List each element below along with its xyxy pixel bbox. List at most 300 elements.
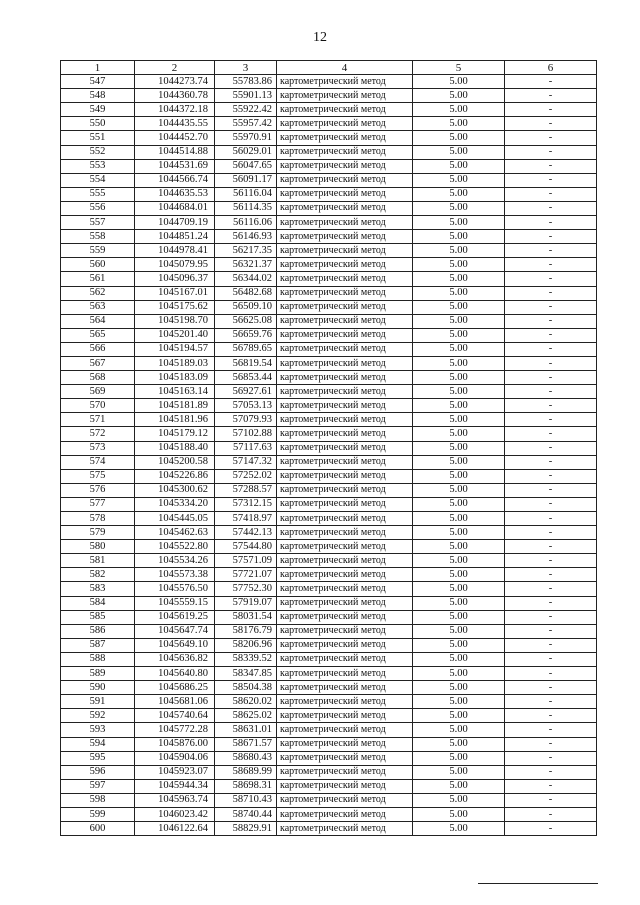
point-number-cell: 572 bbox=[61, 427, 135, 441]
note-cell: - bbox=[505, 75, 597, 89]
note-cell: - bbox=[505, 413, 597, 427]
method-cell: картометрический метод bbox=[277, 286, 413, 300]
x-coordinate-cell: 1045096.37 bbox=[135, 272, 215, 286]
point-number-cell: 557 bbox=[61, 216, 135, 230]
x-coordinate-cell: 1044514.88 bbox=[135, 145, 215, 159]
x-coordinate-cell: 1045175.62 bbox=[135, 300, 215, 314]
table-row bbox=[61, 554, 597, 568]
y-coordinate-cell: 58176.79 bbox=[215, 624, 277, 638]
y-coordinate-cell: 56029.01 bbox=[215, 145, 277, 159]
x-coordinate-cell: 1045944.34 bbox=[135, 779, 215, 793]
method-cell: картометрический метод bbox=[277, 737, 413, 751]
y-coordinate-cell: 56927.61 bbox=[215, 385, 277, 399]
point-number-cell: 598 bbox=[61, 793, 135, 807]
note-cell: - bbox=[505, 131, 597, 145]
accuracy-cell: 5.00 bbox=[413, 244, 505, 258]
accuracy-cell: 5.00 bbox=[413, 512, 505, 526]
note-cell: - bbox=[505, 723, 597, 737]
note-cell: - bbox=[505, 610, 597, 624]
point-number-cell: 571 bbox=[61, 413, 135, 427]
y-coordinate-cell: 56114.35 bbox=[215, 201, 277, 215]
table-row bbox=[61, 540, 597, 554]
method-cell: картометрический метод bbox=[277, 89, 413, 103]
point-number-cell: 586 bbox=[61, 624, 135, 638]
y-coordinate-cell: 55970.91 bbox=[215, 131, 277, 145]
note-cell: - bbox=[505, 314, 597, 328]
y-coordinate-cell: 56321.37 bbox=[215, 258, 277, 272]
accuracy-cell: 5.00 bbox=[413, 159, 505, 173]
point-number-cell: 599 bbox=[61, 807, 135, 821]
point-number-cell: 565 bbox=[61, 328, 135, 342]
note-cell: - bbox=[505, 681, 597, 695]
method-cell: картометрический метод bbox=[277, 328, 413, 342]
accuracy-cell: 5.00 bbox=[413, 216, 505, 230]
method-cell: картометрический метод bbox=[277, 779, 413, 793]
note-cell: - bbox=[505, 159, 597, 173]
coordinates-table bbox=[60, 60, 597, 836]
accuracy-cell: 5.00 bbox=[413, 822, 505, 836]
method-cell: картометрический метод bbox=[277, 554, 413, 568]
y-coordinate-cell: 57752.30 bbox=[215, 582, 277, 596]
x-coordinate-cell: 1045194.57 bbox=[135, 342, 215, 356]
y-coordinate-cell: 58740.44 bbox=[215, 807, 277, 821]
point-number-cell: 596 bbox=[61, 765, 135, 779]
accuracy-cell: 5.00 bbox=[413, 765, 505, 779]
accuracy-cell: 5.00 bbox=[413, 638, 505, 652]
x-coordinate-cell: 1045226.86 bbox=[135, 469, 215, 483]
table-row bbox=[61, 737, 597, 751]
note-cell: - bbox=[505, 793, 597, 807]
table-row bbox=[61, 230, 597, 244]
method-cell: картометрический метод bbox=[277, 258, 413, 272]
note-cell: - bbox=[505, 371, 597, 385]
table-row bbox=[61, 779, 597, 793]
x-coordinate-cell: 1045189.03 bbox=[135, 356, 215, 370]
accuracy-cell: 5.00 bbox=[413, 371, 505, 385]
accuracy-cell: 5.00 bbox=[413, 441, 505, 455]
y-coordinate-cell: 58829.91 bbox=[215, 822, 277, 836]
table-row bbox=[61, 244, 597, 258]
x-coordinate-cell: 1045183.09 bbox=[135, 371, 215, 385]
note-cell: - bbox=[505, 822, 597, 836]
y-coordinate-cell: 57288.57 bbox=[215, 483, 277, 497]
table-row bbox=[61, 117, 597, 131]
method-cell: картометрический метод bbox=[277, 356, 413, 370]
table-row bbox=[61, 385, 597, 399]
x-coordinate-cell: 1045647.74 bbox=[135, 624, 215, 638]
note-cell: - bbox=[505, 568, 597, 582]
note-cell: - bbox=[505, 695, 597, 709]
table-row bbox=[61, 723, 597, 737]
point-number-cell: 574 bbox=[61, 455, 135, 469]
accuracy-cell: 5.00 bbox=[413, 300, 505, 314]
method-cell: картометрический метод bbox=[277, 540, 413, 554]
note-cell: - bbox=[505, 652, 597, 666]
note-cell: - bbox=[505, 554, 597, 568]
x-coordinate-cell: 1046023.42 bbox=[135, 807, 215, 821]
method-cell: картометрический метод bbox=[277, 216, 413, 230]
y-coordinate-cell: 57721.07 bbox=[215, 568, 277, 582]
x-coordinate-cell: 1045181.89 bbox=[135, 399, 215, 413]
method-cell: картометрический метод bbox=[277, 103, 413, 117]
point-number-cell: 600 bbox=[61, 822, 135, 836]
note-cell: - bbox=[505, 497, 597, 511]
note-cell: - bbox=[505, 667, 597, 681]
method-cell: картометрический метод bbox=[277, 441, 413, 455]
x-coordinate-cell: 1045188.40 bbox=[135, 441, 215, 455]
y-coordinate-cell: 57079.93 bbox=[215, 413, 277, 427]
y-coordinate-cell: 56509.10 bbox=[215, 300, 277, 314]
table-row bbox=[61, 89, 597, 103]
point-number-cell: 552 bbox=[61, 145, 135, 159]
table-row bbox=[61, 216, 597, 230]
method-cell: картометрический метод bbox=[277, 483, 413, 497]
accuracy-cell: 5.00 bbox=[413, 356, 505, 370]
point-number-cell: 569 bbox=[61, 385, 135, 399]
note-cell: - bbox=[505, 455, 597, 469]
table-row bbox=[61, 455, 597, 469]
table-row bbox=[61, 399, 597, 413]
note-cell: - bbox=[505, 173, 597, 187]
accuracy-cell: 5.00 bbox=[413, 779, 505, 793]
x-coordinate-cell: 1045636.82 bbox=[135, 652, 215, 666]
method-cell: картометрический метод bbox=[277, 385, 413, 399]
x-coordinate-cell: 1044684.01 bbox=[135, 201, 215, 215]
accuracy-cell: 5.00 bbox=[413, 89, 505, 103]
point-number-cell: 548 bbox=[61, 89, 135, 103]
y-coordinate-cell: 57053.13 bbox=[215, 399, 277, 413]
method-cell: картометрический метод bbox=[277, 526, 413, 540]
accuracy-cell: 5.00 bbox=[413, 187, 505, 201]
column-header: 4 bbox=[277, 61, 413, 75]
table-row bbox=[61, 596, 597, 610]
note-cell: - bbox=[505, 230, 597, 244]
y-coordinate-cell: 58671.57 bbox=[215, 737, 277, 751]
column-header: 6 bbox=[505, 61, 597, 75]
method-cell: картометрический метод bbox=[277, 173, 413, 187]
method-cell: картометрический метод bbox=[277, 652, 413, 666]
method-cell: картометрический метод bbox=[277, 187, 413, 201]
x-coordinate-cell: 1045904.06 bbox=[135, 751, 215, 765]
note-cell: - bbox=[505, 582, 597, 596]
point-number-cell: 577 bbox=[61, 497, 135, 511]
x-coordinate-cell: 1045772.28 bbox=[135, 723, 215, 737]
accuracy-cell: 5.00 bbox=[413, 737, 505, 751]
y-coordinate-cell: 56116.06 bbox=[215, 216, 277, 230]
table-row bbox=[61, 652, 597, 666]
y-coordinate-cell: 57252.02 bbox=[215, 469, 277, 483]
note-cell: - bbox=[505, 751, 597, 765]
x-coordinate-cell: 1044531.69 bbox=[135, 159, 215, 173]
x-coordinate-cell: 1045640.80 bbox=[135, 667, 215, 681]
method-cell: картометрический метод bbox=[277, 751, 413, 765]
table-row bbox=[61, 497, 597, 511]
y-coordinate-cell: 56482.68 bbox=[215, 286, 277, 300]
point-number-cell: 595 bbox=[61, 751, 135, 765]
method-cell: картометрический метод bbox=[277, 610, 413, 624]
method-cell: картометрический метод bbox=[277, 399, 413, 413]
accuracy-cell: 5.00 bbox=[413, 286, 505, 300]
y-coordinate-cell: 56819.54 bbox=[215, 356, 277, 370]
note-cell: - bbox=[505, 145, 597, 159]
method-cell: картометрический метод bbox=[277, 131, 413, 145]
method-cell: картометрический метод bbox=[277, 427, 413, 441]
accuracy-cell: 5.00 bbox=[413, 314, 505, 328]
method-cell: картометрический метод bbox=[277, 638, 413, 652]
x-coordinate-cell: 1045681.06 bbox=[135, 695, 215, 709]
column-header: 1 bbox=[61, 61, 135, 75]
x-coordinate-cell: 1045876.00 bbox=[135, 737, 215, 751]
table-row bbox=[61, 483, 597, 497]
point-number-cell: 587 bbox=[61, 638, 135, 652]
point-number-cell: 583 bbox=[61, 582, 135, 596]
point-number-cell: 555 bbox=[61, 187, 135, 201]
table-row bbox=[61, 793, 597, 807]
x-coordinate-cell: 1044372.18 bbox=[135, 103, 215, 117]
accuracy-cell: 5.00 bbox=[413, 145, 505, 159]
point-number-cell: 559 bbox=[61, 244, 135, 258]
y-coordinate-cell: 56789.65 bbox=[215, 342, 277, 356]
x-coordinate-cell: 1045462.63 bbox=[135, 526, 215, 540]
x-coordinate-cell: 1044566.74 bbox=[135, 173, 215, 187]
table-row bbox=[61, 751, 597, 765]
accuracy-cell: 5.00 bbox=[413, 272, 505, 286]
note-cell: - bbox=[505, 638, 597, 652]
table-row bbox=[61, 610, 597, 624]
table-row bbox=[61, 131, 597, 145]
accuracy-cell: 5.00 bbox=[413, 554, 505, 568]
note-cell: - bbox=[505, 216, 597, 230]
x-coordinate-cell: 1045534.26 bbox=[135, 554, 215, 568]
point-number-cell: 589 bbox=[61, 667, 135, 681]
method-cell: картометрический метод bbox=[277, 568, 413, 582]
method-cell: картометрический метод bbox=[277, 765, 413, 779]
accuracy-cell: 5.00 bbox=[413, 399, 505, 413]
point-number-cell: 566 bbox=[61, 342, 135, 356]
note-cell: - bbox=[505, 427, 597, 441]
method-cell: картометрический метод bbox=[277, 469, 413, 483]
accuracy-cell: 5.00 bbox=[413, 75, 505, 89]
y-coordinate-cell: 57312.15 bbox=[215, 497, 277, 511]
method-cell: картометрический метод bbox=[277, 75, 413, 89]
table-row bbox=[61, 258, 597, 272]
table-row bbox=[61, 427, 597, 441]
y-coordinate-cell: 57147.32 bbox=[215, 455, 277, 469]
note-cell: - bbox=[505, 244, 597, 258]
method-cell: картометрический метод bbox=[277, 723, 413, 737]
x-coordinate-cell: 1045619.25 bbox=[135, 610, 215, 624]
x-coordinate-cell: 1045740.64 bbox=[135, 709, 215, 723]
point-number-cell: 578 bbox=[61, 512, 135, 526]
note-cell: - bbox=[505, 807, 597, 821]
method-cell: картометрический метод bbox=[277, 822, 413, 836]
point-number-cell: 567 bbox=[61, 356, 135, 370]
x-coordinate-cell: 1045522.80 bbox=[135, 540, 215, 554]
accuracy-cell: 5.00 bbox=[413, 427, 505, 441]
y-coordinate-cell: 58339.52 bbox=[215, 652, 277, 666]
y-coordinate-cell: 58625.02 bbox=[215, 709, 277, 723]
accuracy-cell: 5.00 bbox=[413, 173, 505, 187]
accuracy-cell: 5.00 bbox=[413, 258, 505, 272]
y-coordinate-cell: 58689.99 bbox=[215, 765, 277, 779]
x-coordinate-cell: 1045923.07 bbox=[135, 765, 215, 779]
x-coordinate-cell: 1045300.62 bbox=[135, 483, 215, 497]
table-row bbox=[61, 638, 597, 652]
point-number-cell: 580 bbox=[61, 540, 135, 554]
x-coordinate-cell: 1045686.25 bbox=[135, 681, 215, 695]
table-row bbox=[61, 667, 597, 681]
table-row bbox=[61, 582, 597, 596]
method-cell: картометрический метод bbox=[277, 117, 413, 131]
table-header-row bbox=[61, 61, 597, 75]
method-cell: картометрический метод bbox=[277, 596, 413, 610]
table-row bbox=[61, 314, 597, 328]
page-number: 12 bbox=[313, 30, 327, 45]
note-cell: - bbox=[505, 765, 597, 779]
point-number-cell: 576 bbox=[61, 483, 135, 497]
accuracy-cell: 5.00 bbox=[413, 751, 505, 765]
accuracy-cell: 5.00 bbox=[413, 103, 505, 117]
point-number-cell: 564 bbox=[61, 314, 135, 328]
method-cell: картометрический метод bbox=[277, 667, 413, 681]
note-cell: - bbox=[505, 356, 597, 370]
y-coordinate-cell: 57919.07 bbox=[215, 596, 277, 610]
note-cell: - bbox=[505, 342, 597, 356]
table-row bbox=[61, 765, 597, 779]
method-cell: картометрический метод bbox=[277, 300, 413, 314]
note-cell: - bbox=[505, 540, 597, 554]
point-number-cell: 590 bbox=[61, 681, 135, 695]
method-cell: картометрический метод bbox=[277, 681, 413, 695]
accuracy-cell: 5.00 bbox=[413, 723, 505, 737]
note-cell: - bbox=[505, 596, 597, 610]
point-number-cell: 560 bbox=[61, 258, 135, 272]
point-number-cell: 563 bbox=[61, 300, 135, 314]
table-row bbox=[61, 681, 597, 695]
x-coordinate-cell: 1045445.05 bbox=[135, 512, 215, 526]
note-cell: - bbox=[505, 483, 597, 497]
point-number-cell: 562 bbox=[61, 286, 135, 300]
table-body bbox=[61, 75, 597, 836]
note-cell: - bbox=[505, 187, 597, 201]
x-coordinate-cell: 1044635.53 bbox=[135, 187, 215, 201]
x-coordinate-cell: 1045649.10 bbox=[135, 638, 215, 652]
y-coordinate-cell: 56625.08 bbox=[215, 314, 277, 328]
point-number-cell: 597 bbox=[61, 779, 135, 793]
note-cell: - bbox=[505, 103, 597, 117]
x-coordinate-cell: 1046122.64 bbox=[135, 822, 215, 836]
point-number-cell: 570 bbox=[61, 399, 135, 413]
point-number-cell: 573 bbox=[61, 441, 135, 455]
table-row bbox=[61, 807, 597, 821]
y-coordinate-cell: 58031.54 bbox=[215, 610, 277, 624]
note-cell: - bbox=[505, 117, 597, 131]
method-cell: картометрический метод bbox=[277, 314, 413, 328]
accuracy-cell: 5.00 bbox=[413, 695, 505, 709]
y-coordinate-cell: 55901.13 bbox=[215, 89, 277, 103]
table-row bbox=[61, 356, 597, 370]
table-row bbox=[61, 413, 597, 427]
point-number-cell: 585 bbox=[61, 610, 135, 624]
x-coordinate-cell: 1044851.24 bbox=[135, 230, 215, 244]
method-cell: картометрический метод bbox=[277, 624, 413, 638]
table-row bbox=[61, 371, 597, 385]
accuracy-cell: 5.00 bbox=[413, 497, 505, 511]
y-coordinate-cell: 57102.88 bbox=[215, 427, 277, 441]
y-coordinate-cell: 56344.02 bbox=[215, 272, 277, 286]
note-cell: - bbox=[505, 779, 597, 793]
x-coordinate-cell: 1045163.14 bbox=[135, 385, 215, 399]
point-number-cell: 592 bbox=[61, 709, 135, 723]
accuracy-cell: 5.00 bbox=[413, 807, 505, 821]
accuracy-cell: 5.00 bbox=[413, 709, 505, 723]
table-row bbox=[61, 103, 597, 117]
y-coordinate-cell: 58710.43 bbox=[215, 793, 277, 807]
accuracy-cell: 5.00 bbox=[413, 793, 505, 807]
point-number-cell: 579 bbox=[61, 526, 135, 540]
x-coordinate-cell: 1044709.19 bbox=[135, 216, 215, 230]
x-coordinate-cell: 1045200.58 bbox=[135, 455, 215, 469]
note-cell: - bbox=[505, 526, 597, 540]
note-cell: - bbox=[505, 469, 597, 483]
y-coordinate-cell: 58680.43 bbox=[215, 751, 277, 765]
x-coordinate-cell: 1045573.38 bbox=[135, 568, 215, 582]
note-cell: - bbox=[505, 272, 597, 286]
method-cell: картометрический метод bbox=[277, 342, 413, 356]
point-number-cell: 558 bbox=[61, 230, 135, 244]
point-number-cell: 554 bbox=[61, 173, 135, 187]
note-cell: - bbox=[505, 258, 597, 272]
x-coordinate-cell: 1045079.95 bbox=[135, 258, 215, 272]
accuracy-cell: 5.00 bbox=[413, 385, 505, 399]
note-cell: - bbox=[505, 385, 597, 399]
table-row bbox=[61, 512, 597, 526]
method-cell: картометрический метод bbox=[277, 371, 413, 385]
accuracy-cell: 5.00 bbox=[413, 342, 505, 356]
point-number-cell: 556 bbox=[61, 201, 135, 215]
accuracy-cell: 5.00 bbox=[413, 201, 505, 215]
accuracy-cell: 5.00 bbox=[413, 117, 505, 131]
x-coordinate-cell: 1045181.96 bbox=[135, 413, 215, 427]
point-number-cell: 550 bbox=[61, 117, 135, 131]
accuracy-cell: 5.00 bbox=[413, 568, 505, 582]
x-coordinate-cell: 1044978.41 bbox=[135, 244, 215, 258]
method-cell: картометрический метод bbox=[277, 201, 413, 215]
table-row bbox=[61, 187, 597, 201]
x-coordinate-cell: 1044435.55 bbox=[135, 117, 215, 131]
accuracy-cell: 5.00 bbox=[413, 596, 505, 610]
method-cell: картометрический метод bbox=[277, 793, 413, 807]
table-row bbox=[61, 342, 597, 356]
note-cell: - bbox=[505, 399, 597, 413]
accuracy-cell: 5.00 bbox=[413, 526, 505, 540]
accuracy-cell: 5.00 bbox=[413, 540, 505, 554]
method-cell: картометрический метод bbox=[277, 455, 413, 469]
method-cell: картометрический метод bbox=[277, 230, 413, 244]
accuracy-cell: 5.00 bbox=[413, 131, 505, 145]
table-row bbox=[61, 441, 597, 455]
y-coordinate-cell: 56217.35 bbox=[215, 244, 277, 258]
accuracy-cell: 5.00 bbox=[413, 610, 505, 624]
y-coordinate-cell: 55922.42 bbox=[215, 103, 277, 117]
accuracy-cell: 5.00 bbox=[413, 230, 505, 244]
column-header: 5 bbox=[413, 61, 505, 75]
table-row bbox=[61, 272, 597, 286]
note-cell: - bbox=[505, 328, 597, 342]
accuracy-cell: 5.00 bbox=[413, 483, 505, 497]
table-row bbox=[61, 145, 597, 159]
table-row bbox=[61, 201, 597, 215]
